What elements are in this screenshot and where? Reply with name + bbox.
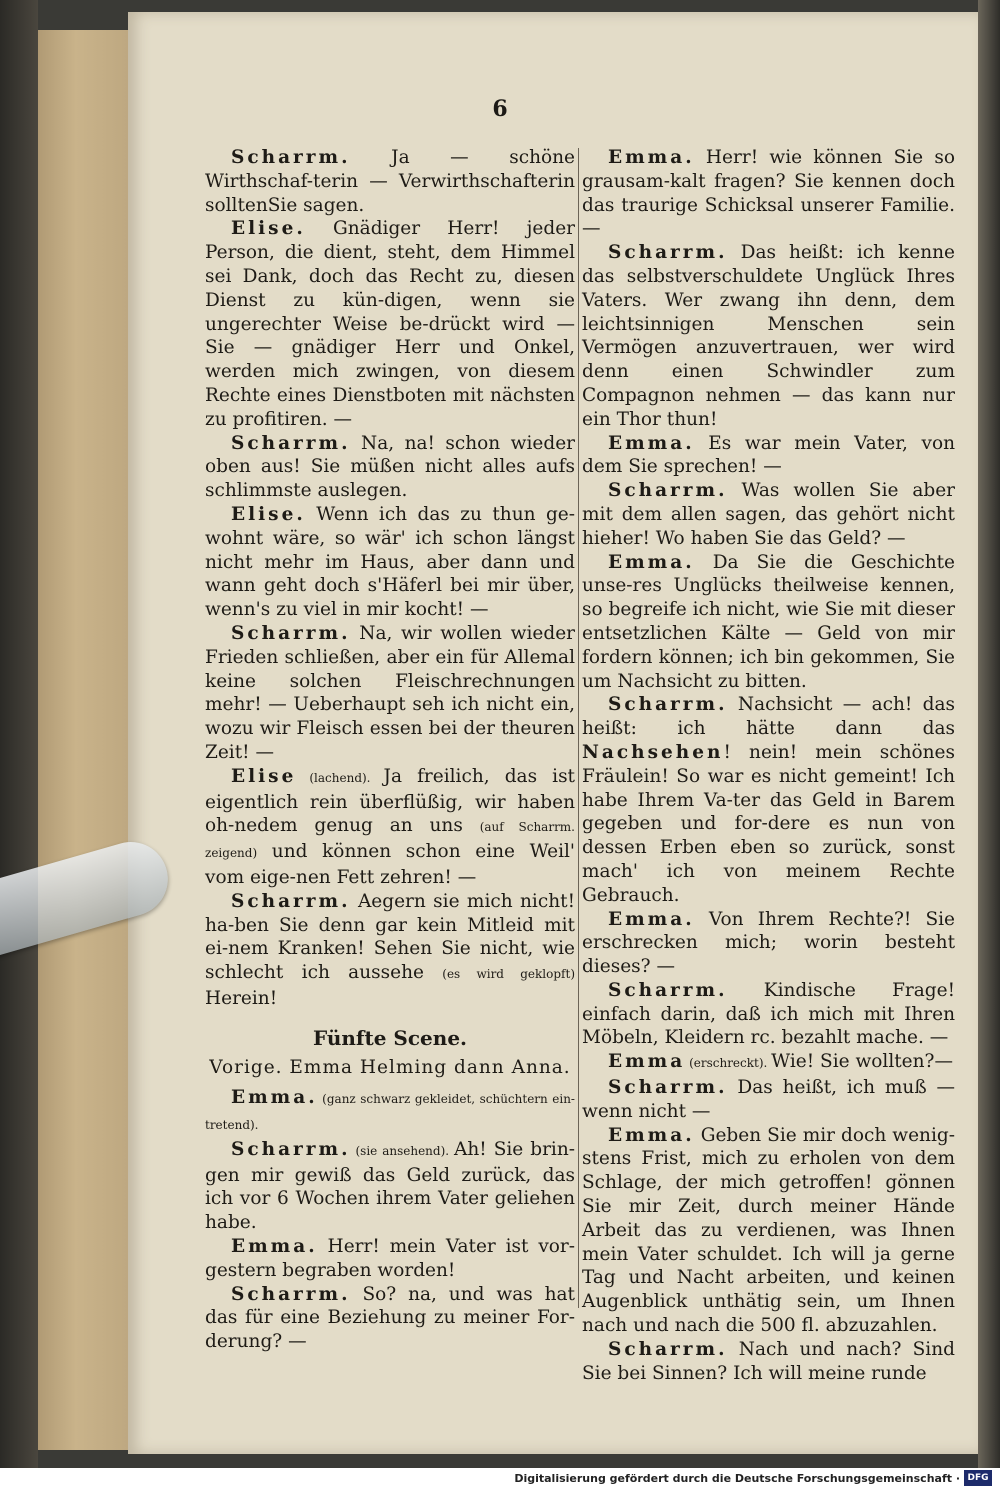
speaker-name: Scharrm. (608, 1338, 728, 1360)
dfg-logo: DFG (964, 1470, 992, 1486)
dialogue-paragraph (205, 1283, 575, 1354)
dialogue-text: So? na, und was hat das für eine Beziehung zu meiner For-derung? — (205, 1283, 575, 1353)
dialogue-paragraph (205, 622, 575, 765)
dialogue-paragraph (582, 908, 955, 979)
dialogue-text: ! nein! mein schönes Fräulein! So war es nicht gemeint! Ich habe Ihrem Va-ter das Geld in Barem gegeben und for-dere es nun von dessen Erben eben so zurück, sonst mach' ich von meinem Rechte Gebrauch. (582, 741, 955, 906)
dialogue-paragraph (205, 432, 575, 503)
dialogue-text: Ja freilich, das ist eigentlich rein überflüßig, wir haben oh-nedem genug an uns (205, 765, 575, 837)
dialogue-text: Ja — schöne Wirthschaf-terin — Verwirthschafterin solltenSie sagen. (205, 147, 575, 216)
dialogue-text: Was wollen Sie aber mit dem allen sagen, das gehört nicht hieher! Wo haben Sie das Geld? — (582, 480, 955, 549)
dialogue-text: Herr! mein Vater ist vor-gestern begraben worden! (205, 1236, 575, 1281)
right-column-dialogue (582, 146, 955, 1385)
dialogue-text: Nach und nach? Sind Sie bei Sinnen? Ich will meine runde (582, 1338, 955, 1384)
left-column (205, 146, 575, 1354)
dialogue-text: Wie! Sie wollten?— (771, 1051, 953, 1073)
dialogue-paragraph (582, 432, 955, 480)
speaker-name: Elise. (231, 218, 306, 240)
dialogue-paragraph (582, 146, 955, 241)
stage-direction: (lachend). (296, 770, 384, 785)
stage-direction: (sie ansehend). (350, 1143, 454, 1158)
speaker-name: Emma. (608, 551, 695, 573)
dialogue-text: Das heißt: ich kenne das selbstverschuldete Unglück Ihres Vaters. Wer zwang ihn denn, dem leichtsinnigen Menschen sein Vermögen anzuvertrauen, wer wird denn einen Schwindler zum Compagnon nehmen — das kann nur ein Thor thun! (582, 242, 955, 430)
dialogue-paragraph (205, 1235, 575, 1283)
dialogue-paragraph (582, 979, 955, 1050)
stage-direction: (ganz schwarz gekleidet, schüchtern ein-tretend). (205, 1092, 575, 1133)
dialogue-text: Herr! wie können Sie so grausam-kalt fragen? Sie kennen doch das traurige Schicksal unserer Familie.— (582, 147, 955, 240)
dialogue-text: Es war mein Vater, von dem Sie sprechen! — (582, 432, 955, 478)
dialogue-text: Das heißt, ich muß — wenn nicht — (582, 1077, 955, 1122)
speaker-name: Scharrm. (608, 979, 728, 1001)
speaker-name: Scharrm. (231, 432, 351, 454)
dialogue-paragraph (205, 765, 575, 890)
dialogue-text: Na, na! schon wieder oben aus! Sie müßen nicht alles aufs schlimmste auslegen. (205, 432, 575, 502)
speaker-name: Emma. (231, 1236, 318, 1258)
dialogue-paragraph (582, 1124, 955, 1338)
dialogue-paragraph (205, 1138, 575, 1235)
speaker-name: Nachsehen (582, 741, 724, 763)
dialogue-text: Von Ihrem Rechte?! Sie erschrecken mich; worin besteht dieses? — (582, 908, 955, 978)
dialogue-paragraph (205, 890, 575, 1011)
right-column (582, 146, 955, 1385)
dialogue-paragraph (582, 1338, 955, 1386)
speaker-name: Elise. (231, 503, 306, 525)
speaker-name: Emma. (608, 1124, 695, 1146)
dialogue-paragraph (582, 1076, 955, 1124)
speaker-name: Emma (608, 1051, 686, 1073)
dialogue-paragraph (582, 1050, 955, 1076)
speaker-name: Emma. (231, 1087, 318, 1109)
stage-direction: (erschreckt). (685, 1056, 772, 1071)
speaker-name: Scharrm. (231, 1283, 351, 1305)
speaker-name: Scharrm. (231, 622, 351, 644)
dialogue-text: Geben Sie mir doch wenig-stens Frist, mich zu erholen von dem Schlage, der mich getroffen! gönnen Sie mir Zeit, durch meiner Hände Arbeit das zu verdienen, was Ihnen mein Vater schuldet. Ich will ja gerne Tag und Nacht arbeiten, und keinen Augenblick unthätig sein, um Ihnen nach und nach die 500 fl. abzuzahlen. (582, 1124, 955, 1337)
dialogue-paragraph (582, 479, 955, 550)
dialogue-text: Ah! Sie brin-gen mir gewiß das Geld zurück, das ich vor 6 Wochen ihrem Vater geliehen habe. (205, 1138, 575, 1234)
dialogue-paragraph (205, 503, 575, 622)
dialogue-paragraph (205, 217, 575, 431)
stage-direction: (es wird geklopft) (442, 967, 575, 982)
speaker-name: Elise (231, 765, 297, 787)
dialogue-text: Da Sie die Geschichte unse-res Unglücks theilweise kennen, so begreife ich nicht, wie Sie mit dieser entsetzlichen Kälte — Geld von mir fordern können; ich bin gekommen, Sie um Nachsicht zu bitten. (582, 551, 955, 692)
dialogue-paragraph (582, 241, 955, 431)
left-column-dialogue-continued (205, 1086, 575, 1354)
stage-direction: (auf Scharrm. zeigend) (205, 820, 575, 861)
dialogue-text: Herein! (205, 987, 278, 1009)
page-number: 6 (492, 96, 508, 122)
dialogue-paragraph (582, 693, 955, 907)
column-divider (578, 148, 579, 1308)
speaker-name: Scharrm. (231, 890, 351, 912)
footer-credit: Digitalisierung gefördert durch die Deutsche Forschungsgemeinschaft · (514, 1472, 960, 1485)
speaker-name: Scharrm. (608, 480, 728, 502)
dialogue-paragraph (205, 146, 575, 217)
left-column-dialogue (205, 146, 575, 1011)
book-edge (0, 0, 38, 1492)
dialogue-text: und können schon eine Weil' vom eige-nen Fett zehren! — (205, 841, 575, 888)
speaker-name: Scharrm. (608, 242, 728, 264)
dialogue-text: Gnädiger Herr! jeder Person, die dient, steht, dem Himmel sei Dank, doch das Recht zu, diesen Dienst zu kün-digen, wenn sie ungerechter Weise be-drückt wird — Sie — gnädiger Herr und Onkel, werden mich zwingen, von diesem Rechte eines Dienstboten mit nächsten zu profitiren. — (205, 218, 575, 430)
dialogue-text: Wenn ich das zu thun ge-wohnt wäre, so wär' ich schon längst nicht mehr im Haus, aber dann und wann geht doch s'Häferl bei mir über, wenn's zu viel in mir kocht! — (205, 503, 575, 621)
dialogue-text: Na, wir wollen wieder Frieden schließen, aber ein für Allemal keine solchen Fleischrechnungen mehr! — Ueberhaupt seh ich nicht ein, wozu wir Fleisch essen bei der theuren Zeit! — (205, 622, 575, 763)
dialogue-paragraph (205, 1086, 575, 1138)
dialogue-text: Kindische Frage! einfach darin, daß ich mich mit Ihren Möbeln, Kleidern rc. bezahlt mache. — (582, 979, 955, 1049)
speaker-name: Scharrm. (231, 1138, 351, 1160)
dialogue-text: Aegern sie mich nicht! ha-ben Sie denn gar kein Mitleid mit ei-nem Kranken! Sehen Sie nicht, wie schlecht ich aussehe (205, 890, 575, 984)
speaker-name: Scharrm. (231, 147, 351, 168)
scene-cast: Vorige. Emma Helming dann Anna. (209, 1057, 571, 1079)
speaker-name: Scharrm. (608, 1077, 728, 1099)
speaker-name: Emma. (608, 147, 695, 168)
speaker-name: Emma. (608, 908, 695, 930)
scene-title: Fünfte Scene. (312, 1025, 468, 1050)
page-gutter-shadow (978, 0, 1000, 1492)
speaker-name: Scharrm. (608, 694, 728, 716)
speaker-name: Emma. (608, 432, 695, 454)
dialogue-paragraph (582, 551, 955, 694)
dialogue-text: Nachsicht — ach! das heißt: ich hätte dann das (582, 694, 955, 740)
book-cover-board (38, 30, 133, 1450)
